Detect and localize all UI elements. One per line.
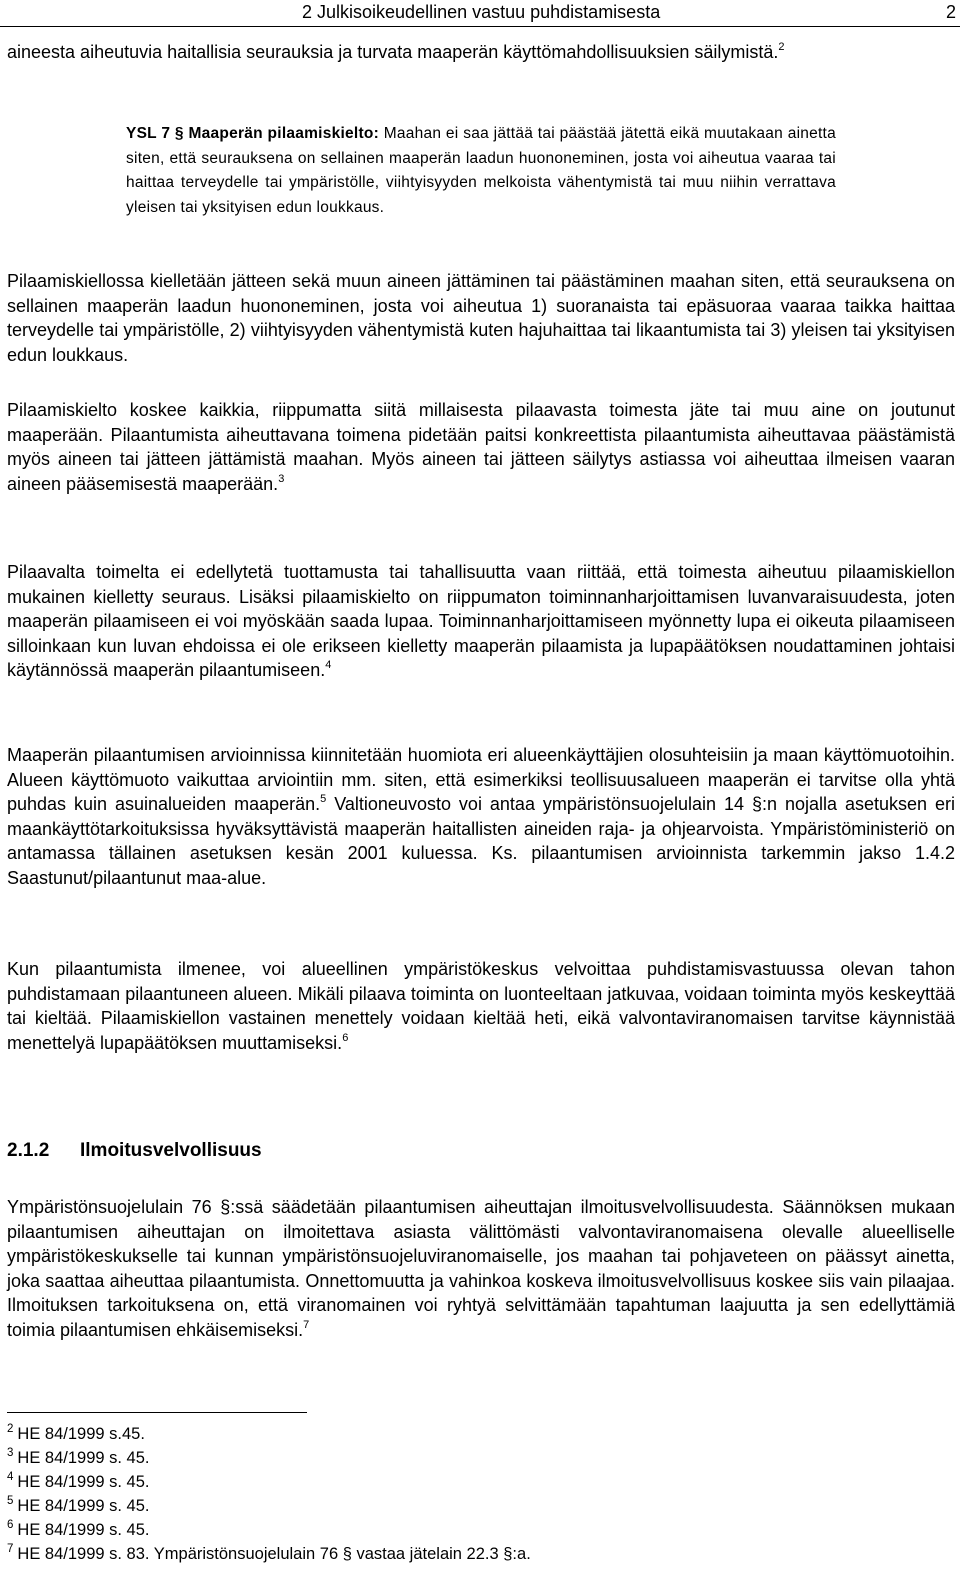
paragraph-5-text: Kun pilaantumista ilmenee, voi alueellinen ympäristökeskus velvoittaa puhdistamisvastuussa olevan tahon puhdistamaan pilaantuneen alueen. Mikäli pilaava toiminta on luonteeltaan jatkuvaa, voidaan toiminta myös keskeyttää tai kieltää. Pilaamiskiellon vastainen menettely voidaan kieltää heti, eikä valvontaviranomaisen tarvitse käynnistää menettelyä lupapäätöksen muuttamiseksi. bbox=[7, 959, 955, 1053]
paragraph-6 bbox=[7, 1195, 955, 1343]
footnote-3 bbox=[7, 1449, 907, 1468]
footnote-number: 5 bbox=[7, 1495, 14, 1507]
footnote-text: HE 84/1999 s. 83. Ympäristönsuojelulain 76 § vastaa jätelain 22.3 §:a. bbox=[17, 1545, 531, 1563]
footnote-6 bbox=[7, 1521, 907, 1540]
footnote-ref-3[interactable]: 3 bbox=[278, 472, 285, 485]
intro-text: aineesta aiheutuvia haitallisia seurauksia ja turvata maaperän käyttömahdollisuuksien säilymistä. bbox=[7, 42, 779, 62]
footnote-7 bbox=[7, 1545, 907, 1564]
footnote-2 bbox=[7, 1425, 907, 1444]
footnote-number: 3 bbox=[7, 1447, 14, 1459]
section-heading bbox=[7, 1140, 262, 1162]
intro-paragraph bbox=[7, 40, 955, 65]
footnote-ref-5[interactable]: 5 bbox=[320, 793, 327, 806]
law-quote bbox=[126, 122, 836, 220]
footnote-text: HE 84/1999 s. 45. bbox=[17, 1473, 150, 1491]
section-title: Ilmoitusvelvollisuus bbox=[80, 1140, 262, 1161]
running-title: 2 Julkisoikeudellinen vastuu puhdistamisesta bbox=[302, 2, 661, 22]
footnote-ref-2[interactable]: 2 bbox=[778, 41, 785, 53]
paragraph-5 bbox=[7, 957, 955, 1055]
page-number: 2 bbox=[945, 2, 956, 22]
paragraph-2 bbox=[7, 398, 955, 496]
footnote-ref-6[interactable]: 6 bbox=[342, 1031, 349, 1044]
footnote-text: HE 84/1999 s.45. bbox=[17, 1425, 145, 1443]
paragraph-3 bbox=[7, 560, 955, 683]
footnote-5 bbox=[7, 1497, 907, 1516]
paragraph-3-text: Pilaavalta toimelta ei edellytetä tuottamusta tai tahallisuutta vaan riittää, että toimesta aiheutuu pilaamiskiellon mukainen kielletty seuraus. Lisäksi pilaamiskielto on riippumaton toiminnanharjoittamisen luvanvaraisuudesta, joten maaperän pilaamiseen ei voi myöskään saada lupaa. Toiminnanharjoittamiseen myönnetty lupa ei oikeuta pilaamiseen silloinkaan kun luvan ehdoissa ei ole erikseen kielletty maaperän pilaamista ja lupapäätöksen noudattaminen johtaisi käytännössä maaperän pilaantumiseen. bbox=[7, 562, 955, 681]
paragraph-4-text-b: Valtioneuvosto voi antaa ympäristönsuojelulain 14 §:n nojalla asetuksen eri maankäyttötarkoituksissa hyväksyttävistä maaperän haitallisten aineiden raja- ja ohjearvoista. Ympäristöministeriö on antamassa tällainen asetuksen kesän 2001 kuluessa. Ks. pilaantumisen arvioinnista tarkemmin jakso 1.4.2 Saastunut/pilaantunut maa-alue. bbox=[7, 794, 955, 888]
footnote-4 bbox=[7, 1473, 907, 1492]
footnote-number: 2 bbox=[7, 1423, 14, 1435]
page-header bbox=[0, 0, 960, 27]
footnote-ref-4[interactable]: 4 bbox=[325, 659, 332, 672]
footnote-number: 7 bbox=[7, 1543, 14, 1555]
footnote-number: 6 bbox=[7, 1519, 14, 1531]
paragraph-4-text-a: Maaperän pilaantumisen arvioinnissa kiinnitetään huomiota eri alueenkäyttäjien olosuhteisiin ja maan käyttömuotoihin. Alueen käyttömuoto vaikuttaa arviointiin mm. siten, että esimerkiksi teollisuusalueen maaperän ei tarvitse olla yhtä puhdas kuin asuinalueiden maaperän. bbox=[7, 745, 955, 815]
footnote-text: HE 84/1999 s. 45. bbox=[17, 1497, 150, 1515]
footnote-number: 4 bbox=[7, 1471, 14, 1483]
paragraph-6-text: Ympäristönsuojelulain 76 §:ssä säädetään pilaantumisen aiheuttajan ilmoitusvelvollisuudesta. Säännöksen mukaan pilaantumisen aiheuttajan on ilmoitettava asiasta välittömästi valvontaviranomaisena olevalle alueelliselle ympäristökeskukselle tai kunnan ympäristönsuojeluviranomaiselle, jos maahan tai pohjaveteen on päässyt ainetta, joka saattaa aiheuttaa pilaantumista. Onnettomuutta ja vahinkoa koskeva ilmoitusvelvollisuus koskee siis vain pilaajaa. Ilmoituksen tarkoituksena on, että viranomainen voi ryhtyä selvittämään tapahtuman laajuutta ja sen edellyttämiä toimia pilaantumisen ehkäisemiseksi. bbox=[7, 1197, 955, 1340]
section-number: 2.1.2 bbox=[7, 1140, 50, 1161]
footnote-ref-7[interactable]: 7 bbox=[303, 1318, 310, 1331]
footnote-text: HE 84/1999 s. 45. bbox=[17, 1449, 150, 1467]
footnote-text: HE 84/1999 s. 45. bbox=[17, 1521, 150, 1539]
paragraph-4 bbox=[7, 743, 955, 891]
quote-label: YSL 7 § Maaperän pilaamiskielto: bbox=[126, 125, 379, 142]
paragraph-1: Pilaamiskiellossa kielletään jätteen sekä muun aineen jättäminen tai päästäminen maahan siten, että seurauksena on sellainen maaperän laadun huononeminen, josta voi aiheutua 1) suoranaista tai epäsuoraa vaaraa taikka haittaa terveydelle tai ympäristölle, 2) viihtyisyyden vähentymistä kuten hajuhaittaa tai likaantumista tai 3) yleisen tai yksityisen edun loukkaus. bbox=[7, 271, 955, 365]
quote-text: Maahan ei saa jättää tai päästää jätettä eikä muutakaan ainetta siten, että seurauksena on sellainen maaperän laadun huononeminen, josta voi aiheutua vaaraa tai haittaa terveydelle tai ympäristölle, viihtyisyyden melkoista vähentymistä tai muu niihin verrattava yleisen tai yksityisen edun loukkaus. bbox=[126, 125, 836, 216]
paragraph-2-text: Pilaamiskielto koskee kaikkia, riippumatta siitä millaisesta pilaavasta toimesta jäte tai muu aine on joutunut maaperään. Pilaantumista aiheuttavana toimena pidetään paitsi konkreettista pilaantumista aiheuttavaa päästämistä myös aineen tai jätteen jättämistä maahan. Myös aineen tai jätteen säilytys astiassa voi aiheuttaa ilmeisen vaaran aineen pääsemisestä maaperään. bbox=[7, 400, 955, 494]
footnote-divider bbox=[7, 1412, 307, 1413]
